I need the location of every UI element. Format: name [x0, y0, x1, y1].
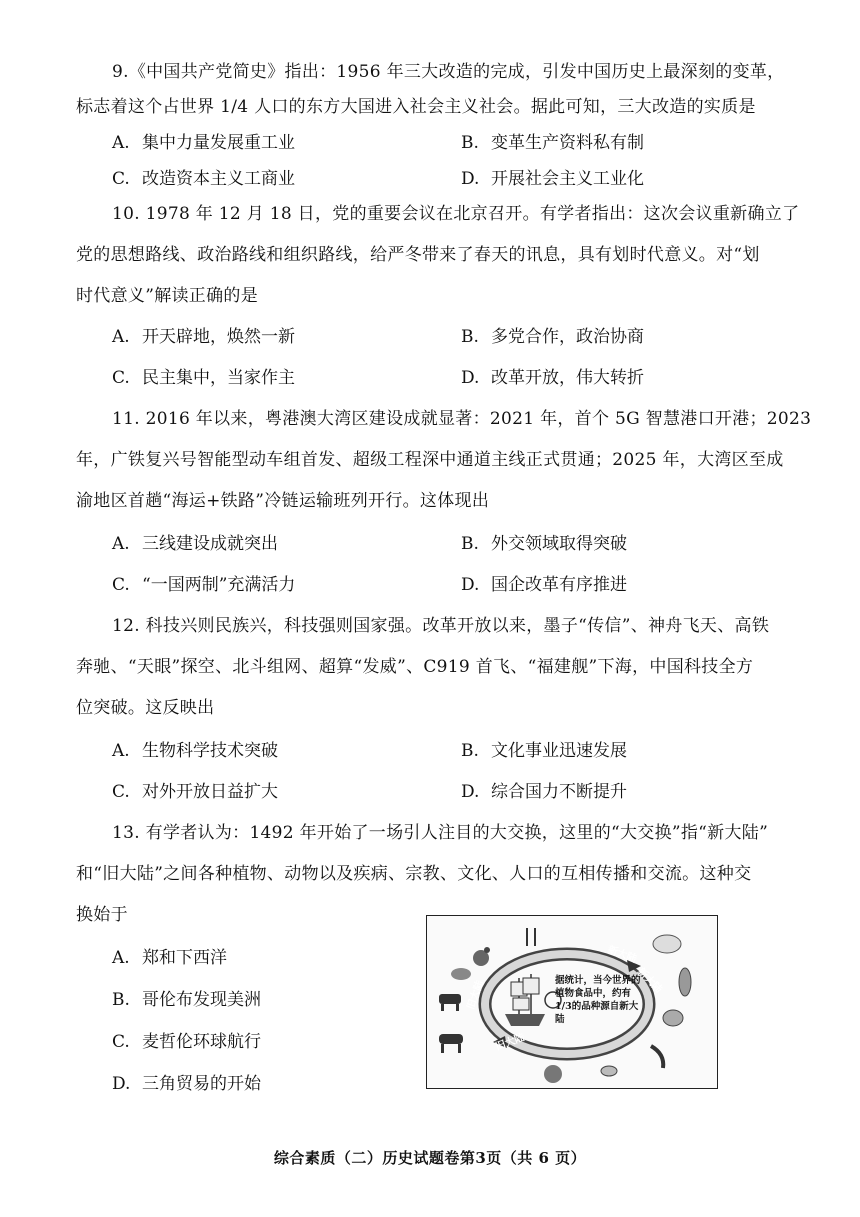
- q11-option-c: C. “一国两制”充满活力: [112, 575, 296, 595]
- q11-line-1: 11. 2016 年以来，粤港澳大湾区建设成就显著：2021 年，首个 5G 智慧港口开港；2023: [112, 409, 812, 429]
- q11-option-a-text: 三线建设成就突出: [142, 534, 278, 554]
- q11-option-b: B. 外交领域取得突破: [461, 534, 627, 554]
- q12-option-a-text: 生物科学技术突破: [142, 741, 278, 761]
- horse-icon: [439, 1034, 463, 1053]
- q10-option-a: A. 开天辟地，焕然一新: [112, 327, 295, 347]
- corn-icon: [679, 968, 691, 996]
- q12-option-d: D. 综合国力不断提升: [461, 782, 627, 802]
- figure-caption: 据统计，当今世界的植物食品中，约有1/3的品种源自新大陆: [555, 975, 641, 1025]
- pumpkin-icon: [544, 1065, 562, 1083]
- loop-label-4: 旧大陆: [494, 1032, 527, 1053]
- q10-option-b: B. 多党合作，政治协商: [461, 327, 644, 347]
- q9-option-a-text: 集中力量发展重工业: [142, 133, 295, 153]
- q12-option-c-text: 对外开放日益扩大: [142, 782, 278, 802]
- q12-option-b-text: 文化事业迅速发展: [491, 741, 627, 761]
- q9-option-a: A. 集中力量发展重工业: [112, 133, 295, 153]
- q9-option-d-text: 开展社会主义工业化: [491, 169, 644, 189]
- peanut-icon: [601, 1066, 617, 1076]
- q13-line-3: 换始于: [76, 905, 128, 925]
- q13-line-1: 13. 有学者认为：1492 年开始了一场引人注目的大交换，这里的“大交换”指“新大陆”: [112, 823, 769, 843]
- q13-option-c: C. 麦哲伦环球航行: [112, 1032, 261, 1052]
- page-footer: 综合素质（二）历史试题卷第3页（共 6 页）: [273, 1149, 587, 1167]
- q10-option-b-text: 多党合作，政治协商: [491, 327, 644, 347]
- q12-option-d-text: 综合国力不断提升: [491, 782, 627, 802]
- loop-label-3: 新大陆: [634, 966, 664, 996]
- beans-icon: [653, 935, 681, 953]
- grain-icon: [527, 928, 535, 946]
- q11-option-c-text: “一国两制”充满活力: [142, 575, 296, 595]
- q11-line-3: 渝地区首趟“海运+铁路”冷链运输班列开行。这体现出: [76, 491, 490, 511]
- q9-line-2: 标志着这个占世界 1/4 人口的东方大国进入社会主义社会。据此可知，三大改造的实质是: [76, 97, 756, 117]
- q12-option-c: C. 对外开放日益扩大: [112, 782, 278, 802]
- chicken-icon: [473, 947, 490, 966]
- q11-option-b-text: 外交领域取得突破: [491, 534, 627, 554]
- q11-option-d: D. 国企改革有序推进: [461, 575, 627, 595]
- q13-option-c-text: 麦哲伦环球航行: [142, 1032, 261, 1052]
- q11-line-2: 年，广铁复兴号智能型动车组首发、超级工程深中通道主线正式贯通；2025 年，大湾区至成: [76, 450, 784, 470]
- q10-option-a-text: 开天辟地，焕然一新: [142, 327, 295, 347]
- q10-option-c-text: 民主集中，当家作主: [142, 368, 295, 388]
- q13-option-a-text: 郑和下西洋: [142, 948, 227, 968]
- q12-line-3: 位突破。这反映出: [76, 698, 215, 718]
- q13-option-d: D. 三角贸易的开始: [112, 1074, 261, 1094]
- q9-option-c: C. 改造资本主义工商业: [112, 169, 295, 189]
- q11-option-a: A. 三线建设成就突出: [112, 534, 278, 554]
- potato-icon: [663, 1010, 683, 1026]
- q13-option-a: A. 郑和下西洋: [112, 948, 227, 968]
- q12-line-2: 奔驰、“天眼”探空、北斗组网、超算“发威”、C919 首飞、“福建舰”下海，中国科技全方: [76, 657, 754, 677]
- q9-option-b: B. 变革生产资料私有制: [461, 133, 644, 153]
- q9-line-1: 9.《中国共产党简史》指出：1956 年三大改造的完成，引发中国历史上最深刻的变革，: [112, 62, 785, 82]
- q13-line-2: 和“旧大陆”之间各种植物、动物以及疾病、宗教、文化、人口的互相传播和交流。这种交: [76, 864, 752, 884]
- q13-option-b: B. 哥伦布发现美洲: [112, 990, 261, 1010]
- q10-option-d: D. 改革开放，伟大转折: [461, 368, 644, 388]
- q11-option-d-text: 国企改革有序推进: [491, 575, 627, 595]
- pig-icon: [451, 968, 471, 980]
- q10-option-d-text: 改革开放，伟大转折: [491, 368, 644, 388]
- q10-line-3: 时代意义”解读正确的是: [76, 286, 258, 306]
- chili-icon: [651, 1046, 663, 1068]
- columbian-exchange-figure: [426, 915, 718, 1089]
- q9-option-b-text: 变革生产资料私有制: [491, 133, 644, 153]
- q12-option-b: B. 文化事业迅速发展: [461, 741, 627, 761]
- q13-option-d-text: 三角贸易的开始: [142, 1074, 261, 1094]
- loop-label-1: 旧大陆: [465, 979, 487, 1012]
- q10-option-c: C. 民主集中，当家作主: [112, 368, 295, 388]
- q12-option-a: A. 生物科学技术突破: [112, 741, 278, 761]
- q13-option-b-text: 哥伦布发现美洲: [142, 990, 261, 1010]
- q9-option-d: D. 开展社会主义工业化: [461, 169, 644, 189]
- q9-option-c-text: 改造资本主义工商业: [142, 169, 295, 189]
- loop-label-2: 新大陆: [605, 944, 638, 966]
- q12-line-1: 12. 科技兴则民族兴，科技强则国家强。改革开放以来，墨子“传信”、神舟飞天、高铁: [112, 616, 770, 636]
- cattle-icon: [439, 994, 461, 1011]
- ship-icon: [505, 974, 561, 1026]
- q10-line-1: 10. 1978 年 12 月 18 日，党的重要会议在北京召开。有学者指出：这次会议重新确立了: [112, 204, 800, 224]
- q10-line-2: 党的思想路线、政治路线和组织路线，给严冬带来了春天的讯息，具有划时代意义。对“划: [76, 245, 760, 265]
